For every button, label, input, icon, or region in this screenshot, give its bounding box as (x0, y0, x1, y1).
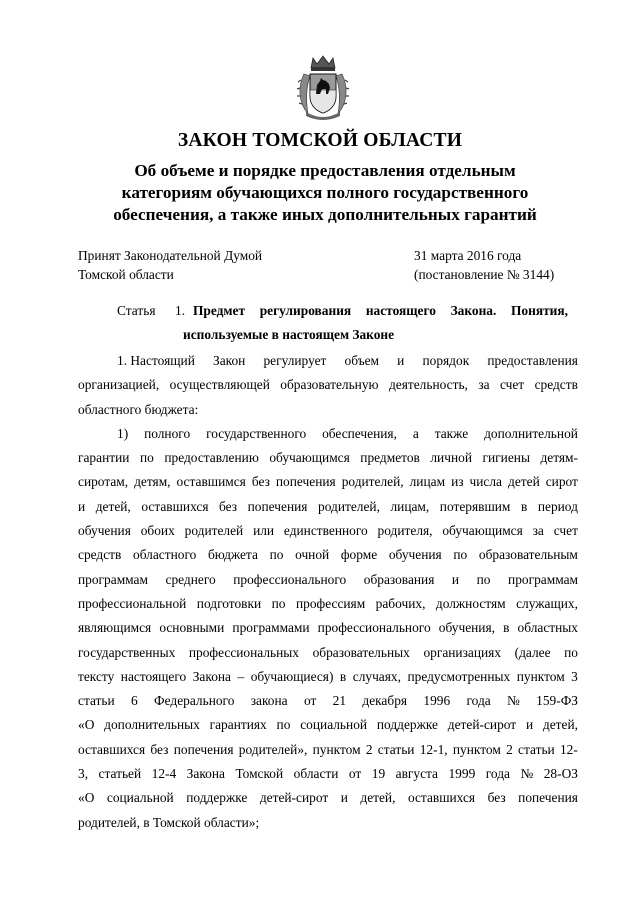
word: без (219, 498, 238, 514)
word: и (451, 571, 460, 587)
word: от (348, 766, 362, 782)
adopted-by-line: Томской области (78, 267, 174, 282)
word: августа (395, 766, 438, 782)
word: «О (78, 790, 95, 806)
text-line (78, 568, 578, 592)
word: предусмотренных (407, 668, 511, 684)
word: без (487, 790, 506, 806)
word: (далее (514, 644, 551, 660)
word: попечения (518, 790, 578, 806)
word: лицам, (390, 498, 430, 514)
word: областного (133, 547, 197, 563)
text-line (78, 811, 578, 835)
text-line (78, 665, 578, 689)
subtitle-line: Об объеме и порядке предоставления отдельным (134, 161, 516, 180)
word: в (339, 668, 347, 684)
word: оставшихся (78, 741, 146, 757)
law-title: ЗАКОН ТОМСКОЙ ОБЛАСТИ (177, 130, 463, 151)
word: 1996 (423, 693, 451, 709)
word: детям- (540, 450, 578, 466)
word: образовательных (312, 644, 410, 660)
text-line (78, 713, 578, 737)
word: обучающимся (269, 450, 350, 466)
word: Закон (213, 353, 246, 368)
word: осуществляющей (169, 377, 270, 393)
word: родителей, в Томской области»; (78, 814, 260, 830)
word: единственного (283, 523, 368, 539)
word: 1999 (448, 766, 476, 782)
word: личной (430, 450, 472, 466)
word: по (276, 717, 291, 733)
word: государственного (206, 425, 307, 441)
text-line (78, 349, 578, 373)
word: в (503, 620, 510, 636)
article-title-line (193, 303, 568, 319)
word: обеспечения, (322, 425, 397, 441)
word: родителя, (377, 523, 433, 539)
word: счет (553, 523, 578, 539)
word: основными (159, 620, 225, 636)
heading-word: Закона. (450, 303, 497, 318)
word: по (269, 547, 284, 563)
word: и (340, 790, 348, 806)
word: поддержке (186, 790, 248, 806)
word: № (520, 766, 534, 782)
word: Закона (186, 766, 225, 782)
word: 12- (559, 741, 578, 757)
text-line (78, 616, 578, 640)
text-line (78, 641, 578, 665)
word: 2 (506, 741, 513, 757)
word: в (520, 498, 528, 514)
word: поддержке (376, 717, 438, 733)
text-line (78, 373, 578, 397)
adopted-by-line: Принят Законодательной Думой (78, 248, 263, 263)
word: регулирует (263, 353, 327, 368)
word: – (237, 668, 245, 684)
word: полного (144, 425, 191, 441)
word: попечения (247, 498, 308, 514)
word: профессионального (233, 571, 347, 587)
text-line (78, 786, 578, 810)
word: 1) (117, 425, 129, 441)
word: средств (534, 377, 578, 393)
word: 2 (365, 741, 373, 757)
word: а (412, 425, 419, 441)
word: подготовки (196, 595, 262, 611)
word: детей-сирот (447, 717, 517, 733)
word: профессионального (317, 620, 431, 636)
word: 28-ОЗ (543, 766, 578, 782)
word: оставшихся (141, 498, 209, 514)
heading-word: Понятия, (511, 303, 568, 318)
text-line (78, 398, 578, 422)
word: числа (469, 474, 503, 490)
word: обучения, (438, 620, 495, 636)
word: статьей (98, 766, 142, 782)
word: сирот (545, 474, 578, 490)
word: детям, (134, 474, 171, 490)
word: детей, (542, 717, 578, 733)
word: и (78, 498, 86, 514)
word: образовательную (280, 377, 379, 393)
word: без (150, 741, 169, 757)
word: 3, (78, 766, 89, 782)
word: статьи (377, 741, 415, 757)
text-line (78, 592, 578, 616)
word: деятельность, (388, 377, 468, 393)
word: средств (78, 547, 122, 563)
word: организацией, (78, 377, 160, 393)
law-subtitle (90, 160, 560, 226)
word: сиротам, (78, 474, 129, 490)
word: также (434, 425, 469, 441)
word: форме (340, 547, 378, 563)
word: настоящего (120, 668, 187, 684)
word: области (293, 766, 339, 782)
word: родителей, (341, 474, 404, 490)
word: пунктом (312, 741, 361, 757)
word: лицам (409, 474, 446, 490)
text-line (78, 762, 578, 786)
word: должностям (435, 595, 506, 611)
word: от (303, 693, 317, 709)
heading-word: Предмет (193, 303, 246, 318)
word: порядок (422, 353, 470, 368)
word: социальной (300, 717, 368, 733)
subtitle-line: обеспечения, а также иных дополнительных гарантий (113, 205, 537, 224)
heading-word: регулирования (259, 303, 352, 318)
word: программам (78, 571, 148, 587)
word: профессиональных (188, 644, 299, 660)
article-body (78, 349, 578, 835)
text-line (78, 446, 578, 470)
word: без (251, 474, 270, 490)
word: рабочих, (375, 595, 426, 611)
word: гарантиях (209, 717, 267, 733)
word: или (253, 523, 275, 539)
word: оставшимся (176, 474, 246, 490)
word: обоих (140, 523, 175, 539)
word: по (271, 595, 286, 611)
word: закона (250, 693, 288, 709)
word: Томской (235, 766, 284, 782)
word: обучения (78, 523, 131, 539)
word: очной (295, 547, 330, 563)
word: за (532, 523, 544, 539)
word: 6 (131, 693, 138, 709)
word: служащих, (516, 595, 578, 611)
article-title-line-2: используемые в настоящем Законе (183, 327, 395, 342)
adoption-date (414, 246, 554, 284)
word: потерявшим (439, 498, 511, 514)
word: статьи (78, 693, 115, 709)
heading-word: настоящего (365, 303, 436, 318)
word: областного бюджета: (78, 401, 199, 417)
word: 19 (371, 766, 386, 782)
text-line (78, 470, 578, 494)
word: период (537, 498, 578, 514)
word: родителей», (238, 741, 308, 757)
word: года (466, 693, 491, 709)
article-number: 1. (175, 303, 186, 318)
word: родителей, (318, 498, 380, 514)
word: по (453, 547, 468, 563)
word: социальной (106, 790, 174, 806)
word: по (139, 450, 154, 466)
resolution-line: (постановление № 3144) (414, 267, 555, 282)
word: предметов (360, 450, 420, 466)
word: родителей (184, 523, 244, 539)
word: 159-ФЗ (536, 693, 578, 709)
word: попечения (275, 474, 336, 490)
word: Закона (192, 668, 232, 684)
word: профессиям (295, 595, 366, 611)
word: детей-сирот (259, 790, 329, 806)
word: и (397, 353, 405, 368)
word: среднего (165, 571, 216, 587)
word: дополнительной (484, 425, 578, 441)
text-line (78, 519, 578, 543)
word: объем (344, 353, 380, 368)
word: за (478, 377, 490, 393)
word: обучающимся (442, 523, 523, 539)
word: № (507, 693, 520, 709)
word: детей, (360, 790, 396, 806)
text-line (78, 495, 578, 519)
word: и (525, 717, 534, 733)
word: декабря (362, 693, 408, 709)
word: пунктом (516, 668, 565, 684)
word: детей, (95, 498, 131, 514)
word: оставшихся (407, 790, 476, 806)
coat-of-arms-emblem (296, 54, 350, 124)
word: областных (517, 620, 578, 636)
word: 21 (332, 693, 347, 709)
word: тексту (78, 668, 115, 684)
word: по (564, 644, 578, 660)
word: 12-1, (419, 741, 448, 757)
article-heading (78, 303, 568, 349)
word: программами (232, 620, 310, 636)
word: случаях, (352, 668, 401, 684)
word: попечения (173, 741, 234, 757)
word: 1. Настоящий (117, 353, 195, 368)
word: образовательным (478, 547, 578, 563)
word: программам (508, 571, 578, 587)
text-line (78, 738, 578, 762)
word: счет (499, 377, 525, 393)
date-line: 31 марта 2016 года (414, 248, 522, 263)
word: предоставления (487, 353, 578, 368)
word: гарантии (78, 450, 130, 466)
word: дополнительных (104, 717, 200, 733)
adopted-by (78, 246, 262, 284)
word: профессиональной (78, 595, 187, 611)
word: бюджета (207, 547, 258, 563)
word: гигиены (482, 450, 530, 466)
text-line (78, 543, 578, 567)
text-line (78, 422, 578, 446)
word: по (476, 571, 491, 587)
word: государственных (78, 644, 176, 660)
word: из (451, 474, 464, 490)
word: обучающиеся) (250, 668, 334, 684)
word: являющимся (78, 620, 152, 636)
word: «О (78, 717, 95, 733)
text-line (78, 689, 578, 713)
word: года (485, 766, 510, 782)
word: 3 (571, 668, 578, 684)
word: организациях (423, 644, 502, 660)
word: детей (508, 474, 540, 490)
word: образования (363, 571, 435, 587)
subtitle-line: категориям обучающихся полного государственного (121, 183, 529, 202)
word: предоставлению (164, 450, 259, 466)
word: Федерального (154, 693, 235, 709)
article-label: Статья (117, 303, 156, 318)
word: статьи (518, 741, 555, 757)
word: обучения (388, 547, 442, 563)
word: пунктом (452, 741, 501, 757)
word: 12-4 (151, 766, 177, 782)
